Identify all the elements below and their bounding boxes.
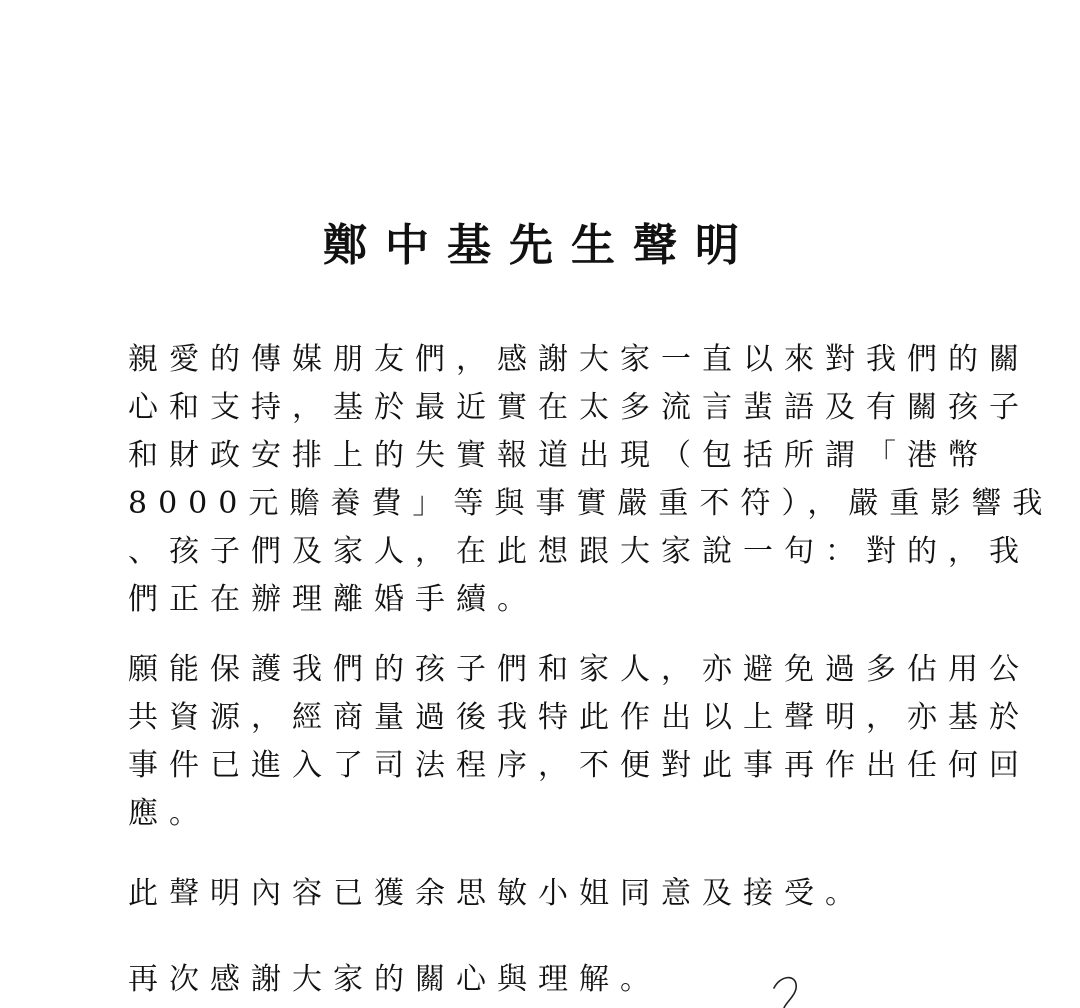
- paragraph-2: [128, 646, 1030, 838]
- paragraph-line: 和財政安排上的失實報道出現（包括所謂「港幣: [128, 438, 989, 473]
- paragraph-line: 們正在辦理離婚手續。: [128, 582, 538, 617]
- paragraph-line: 心和支持，基於最近實在太多流言蜚語及有關孩子: [128, 390, 1030, 425]
- paragraph-3: [128, 870, 968, 918]
- paragraph-line: 親愛的傳媒朋友們，感謝大家一直以來對我們的關: [128, 342, 1030, 377]
- signature-stroke: [760, 968, 820, 1008]
- paragraph-line: 再次感謝大家的關心與理解。: [128, 962, 661, 997]
- paragraph-line: 願能保護我們的孩子們和家人，亦避免過多佔用公: [128, 652, 1030, 687]
- paragraph-line: 、孩子們及家人，在此想跟大家說一句：對的，我: [128, 534, 1030, 569]
- paragraph-line: 共資源，經商量過後我特此作出以上聲明，亦基於: [128, 700, 1030, 735]
- paragraph-line: 應。: [128, 796, 210, 831]
- paragraph-line: 8000元贍養費」等與事實嚴重不符），嚴重影響我: [128, 486, 1054, 521]
- paragraph-line: 事件已進入了司法程序，不便對此事再作出任何回: [128, 748, 1030, 783]
- paragraph-1: [128, 336, 1054, 624]
- statement-title: 鄭中基先生聲明: [323, 220, 757, 271]
- paragraph-4: [128, 956, 968, 1004]
- paragraph-line: 此聲明內容已獲余思敏小姐同意及接受。: [128, 876, 866, 911]
